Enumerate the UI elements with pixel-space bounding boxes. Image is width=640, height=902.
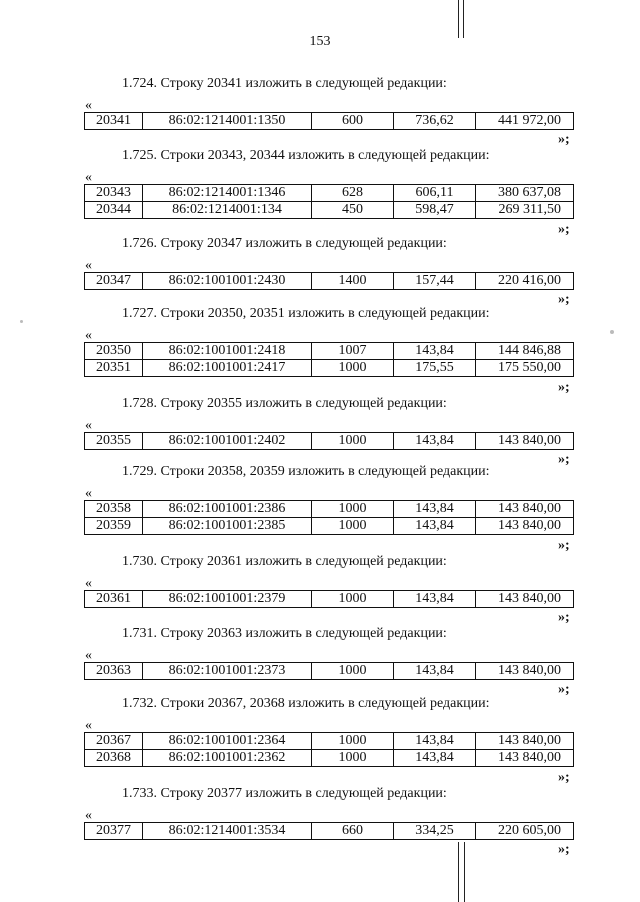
rate-cell: 143,84 (394, 591, 476, 608)
section-heading: 1.731. Строку 20363 изложить в следующей редакции: (122, 626, 447, 641)
area-cell: 628 (312, 185, 394, 202)
area-cell: 1000 (312, 433, 394, 450)
table-row (85, 343, 574, 360)
scan-speck (610, 330, 614, 334)
amendment-table (84, 432, 574, 450)
open-quote: « (85, 328, 92, 343)
scan-speck (20, 320, 23, 323)
open-quote: « (85, 170, 92, 185)
area-cell: 1000 (312, 518, 394, 535)
area-cell: 1400 (312, 273, 394, 290)
row-number-cell: 20351 (85, 360, 143, 377)
value-cell: 143 840,00 (476, 433, 574, 450)
rate-cell: 143,84 (394, 663, 476, 680)
rate-cell: 143,84 (394, 343, 476, 360)
scan-artifact-line (458, 0, 459, 38)
page-number: 153 (309, 34, 331, 49)
table-row (85, 433, 574, 450)
amendment-table (84, 590, 574, 608)
row-number-cell: 20368 (85, 750, 143, 767)
cadastral-number-cell: 86:02:1214001:1346 (143, 185, 312, 202)
row-number-cell: 20377 (85, 823, 143, 840)
section-heading: 1.726. Строку 20347 изложить в следующей редакции: (122, 236, 447, 251)
section-heading: 1.732. Строки 20367, 20368 изложить в следующей редакции: (122, 696, 490, 711)
section-heading: 1.727. Строки 20350, 20351 изложить в следующей редакции: (122, 306, 490, 321)
section-heading: 1.728. Строку 20355 изложить в следующей редакции: (122, 396, 447, 411)
value-cell: 220 416,00 (476, 273, 574, 290)
cadastral-number-cell: 86:02:1214001:3534 (143, 823, 312, 840)
rate-cell: 175,55 (394, 360, 476, 377)
area-cell: 1000 (312, 750, 394, 767)
value-cell: 143 840,00 (476, 518, 574, 535)
value-cell: 143 840,00 (476, 750, 574, 767)
cadastral-number-cell: 86:02:1001001:2379 (143, 591, 312, 608)
rate-cell: 736,62 (394, 113, 476, 130)
value-cell: 175 550,00 (476, 360, 574, 377)
open-quote: « (85, 718, 92, 733)
row-number-cell: 20359 (85, 518, 143, 535)
table-row (85, 202, 574, 219)
table-row (85, 273, 574, 290)
section-heading: 1.733. Строку 20377 изложить в следующей редакции: (122, 786, 447, 801)
area-cell: 1000 (312, 733, 394, 750)
value-cell: 441 972,00 (476, 113, 574, 130)
close-quote: »; (558, 452, 570, 467)
rate-cell: 143,84 (394, 518, 476, 535)
value-cell: 269 311,50 (476, 202, 574, 219)
cadastral-number-cell: 86:02:1001001:2362 (143, 750, 312, 767)
rate-cell: 143,84 (394, 750, 476, 767)
table-row (85, 663, 574, 680)
amendment-table (84, 184, 574, 219)
section-heading: 1.729. Строки 20358, 20359 изложить в следующей редакции: (122, 464, 490, 479)
scan-artifact-line (463, 0, 464, 38)
amendment-table (84, 822, 574, 840)
value-cell: 143 840,00 (476, 501, 574, 518)
open-quote: « (85, 808, 92, 823)
row-number-cell: 20344 (85, 202, 143, 219)
value-cell: 380 637,08 (476, 185, 574, 202)
table-row (85, 823, 574, 840)
cadastral-number-cell: 86:02:1001001:2364 (143, 733, 312, 750)
area-cell: 1000 (312, 501, 394, 518)
value-cell: 144 846,88 (476, 343, 574, 360)
amendment-table (84, 342, 574, 377)
area-cell: 1000 (312, 360, 394, 377)
scan-artifact-line (464, 842, 465, 902)
rate-cell: 334,25 (394, 823, 476, 840)
cadastral-number-cell: 86:02:1001001:2402 (143, 433, 312, 450)
cadastral-number-cell: 86:02:1214001:1350 (143, 113, 312, 130)
row-number-cell: 20363 (85, 663, 143, 680)
amendment-table (84, 662, 574, 680)
row-number-cell: 20350 (85, 343, 143, 360)
cadastral-number-cell: 86:02:1001001:2385 (143, 518, 312, 535)
row-number-cell: 20367 (85, 733, 143, 750)
area-cell: 1000 (312, 591, 394, 608)
amendment-table (84, 272, 574, 290)
cadastral-number-cell: 86:02:1001001:2430 (143, 273, 312, 290)
value-cell: 220 605,00 (476, 823, 574, 840)
row-number-cell: 20358 (85, 501, 143, 518)
close-quote: »; (558, 538, 570, 553)
close-quote: »; (558, 292, 570, 307)
close-quote: »; (558, 682, 570, 697)
rate-cell: 143,84 (394, 433, 476, 450)
area-cell: 1007 (312, 343, 394, 360)
row-number-cell: 20355 (85, 433, 143, 450)
rate-cell: 143,84 (394, 733, 476, 750)
scan-artifact-line (458, 842, 459, 902)
close-quote: »; (558, 132, 570, 147)
section-heading: 1.725. Строки 20343, 20344 изложить в следующей редакции: (122, 148, 490, 163)
section-heading: 1.724. Строку 20341 изложить в следующей редакции: (122, 76, 447, 91)
row-number-cell: 20361 (85, 591, 143, 608)
table-row (85, 518, 574, 535)
open-quote: « (85, 98, 92, 113)
open-quote: « (85, 418, 92, 433)
table-row (85, 750, 574, 767)
amendment-table (84, 732, 574, 767)
close-quote: »; (558, 610, 570, 625)
open-quote: « (85, 648, 92, 663)
amendment-table (84, 112, 574, 130)
table-row (85, 733, 574, 750)
value-cell: 143 840,00 (476, 663, 574, 680)
table-row (85, 185, 574, 202)
area-cell: 450 (312, 202, 394, 219)
rate-cell: 157,44 (394, 273, 476, 290)
section-heading: 1.730. Строку 20361 изложить в следующей редакции: (122, 554, 447, 569)
table-row (85, 360, 574, 377)
value-cell: 143 840,00 (476, 591, 574, 608)
open-quote: « (85, 576, 92, 591)
table-row (85, 113, 574, 130)
cadastral-number-cell: 86:02:1001001:2386 (143, 501, 312, 518)
cadastral-number-cell: 86:02:1214001:134 (143, 202, 312, 219)
table-row (85, 501, 574, 518)
close-quote: »; (558, 380, 570, 395)
rate-cell: 606,11 (394, 185, 476, 202)
close-quote: »; (558, 770, 570, 785)
area-cell: 660 (312, 823, 394, 840)
close-quote: »; (558, 222, 570, 237)
open-quote: « (85, 258, 92, 273)
value-cell: 143 840,00 (476, 733, 574, 750)
table-row (85, 591, 574, 608)
row-number-cell: 20347 (85, 273, 143, 290)
cadastral-number-cell: 86:02:1001001:2417 (143, 360, 312, 377)
cadastral-number-cell: 86:02:1001001:2418 (143, 343, 312, 360)
row-number-cell: 20341 (85, 113, 143, 130)
open-quote: « (85, 486, 92, 501)
rate-cell: 143,84 (394, 501, 476, 518)
cadastral-number-cell: 86:02:1001001:2373 (143, 663, 312, 680)
close-quote: »; (558, 842, 570, 857)
area-cell: 600 (312, 113, 394, 130)
amendment-table (84, 500, 574, 535)
rate-cell: 598,47 (394, 202, 476, 219)
row-number-cell: 20343 (85, 185, 143, 202)
area-cell: 1000 (312, 663, 394, 680)
